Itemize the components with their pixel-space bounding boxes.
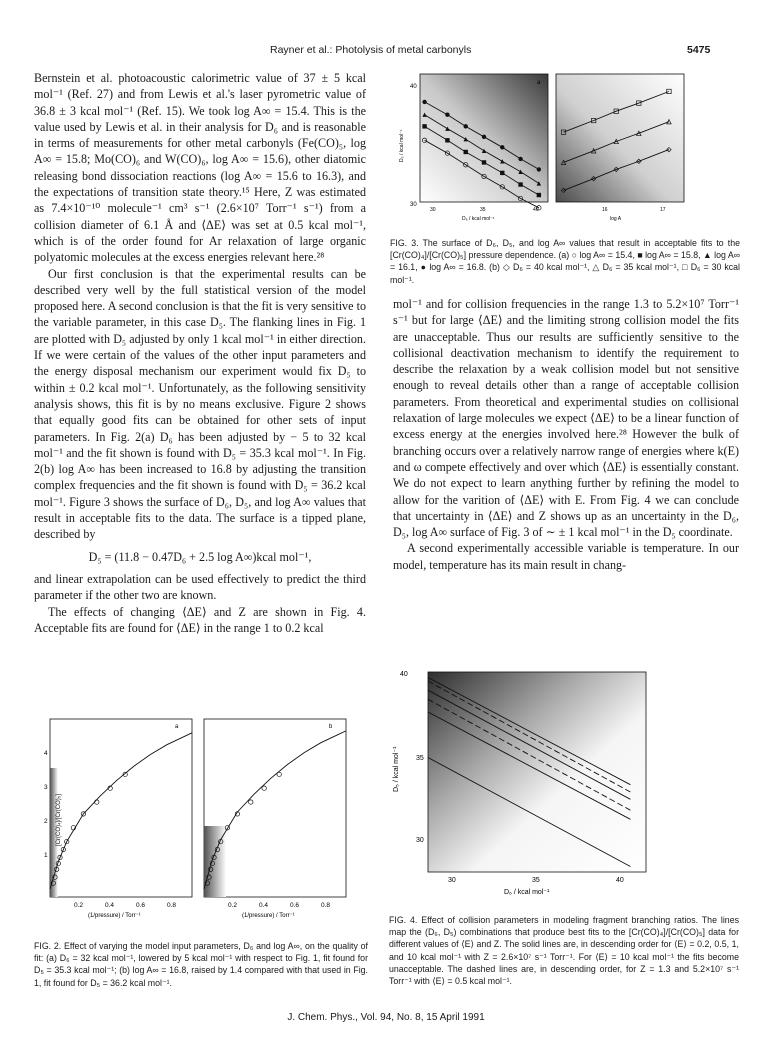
fig4-xtick-35: 35 [532,877,540,884]
fig2a-xtick-0.6: 0.6 [136,902,146,909]
fig3-ytick-40: 40 [410,84,417,90]
fig3-xtick-40: 40 [533,207,539,213]
fig3a-point-2-0 [422,124,426,128]
equation: D₅ = (11.8 − 0.47D₆ + 2.5 log A∞)kcal mol⁻¹, [88,549,312,564]
fig3a-point-2-1 [445,138,449,142]
fig3-xtick-35: 35 [480,207,486,213]
fig4-ylabel: D₅ / kcal mol⁻¹ [393,746,400,792]
fig2a-xtick-0.4: 0.4 [105,902,115,909]
fig2-panel-a-label: a [175,724,179,730]
fig2-ytick-2: 2 [44,818,48,825]
left-paragraph-2: Our first conclusion is that the experimental results can be described very well by the full statistical version of the model proposed here. A second conclusion is that the fit is very sensitive to the variable parameter, in this case D₅. The flanking lines in Fig. 1 are plotted with D₅ adjusted by only 1 kcal mol⁻¹ in either direction. If we were certain of the values of the other input parameters and the energy disposal mechanism our experiment would fix D₅ to within ± 0.2 kcal mol⁻¹. Unfortunately, as the following sensitivity analysis shows, this fit is by no means exclusive. Figure 2 shows that equally good fits can be obtained for other sets of input parameters. In Fig. 2(a) D₆ has been adjusted by − 5 to 32 kcal mol⁻¹ and the fit shown is found with D₅ = 35.3 kcal mol⁻¹. In Fig. 2(b) log A∞ has been increased to 16.8 by adjusting the transition complex frequencies and the fit shown is found with D₅ = 36.2 kcal mol⁻¹. Figure 3 shows the surface of D₆, D₅, and log A∞ values that result in acceptable fits to the data. The surface is a tipped plane, described by [34,266,366,542]
fig2-ytick-3: 3 [44,784,48,791]
fig3a-point-2-6 [537,193,541,197]
right-paragraph-1: mol⁻¹ and for collision frequencies in the range 1.3 to 5.2×10⁷ Torr⁻¹ s⁻¹ but for large ⟨ΔE⟩ and the limiting strong collision model the fits are unacceptable. Thus our results are sufficiently sensitive to the collisional deactivation mechanism to identify the requirement to describe the relaxation by a weak collision model but not sensitive enough to reveal details other than a range of acceptable collision parameters. From theoretical and experimental studies on collisional relaxation of large molecules we expect ⟨ΔE⟩ to be a linear function of excess energy at the energies involved here.²⁸ However the bulk of branching occurs over a relatively narrow range of energies where k(E) and ω compete effectively and over which ⟨ΔE⟩ is essentially constant. We do not expect to learn anything further by refining the model to allow for the varition of ⟨ΔE⟩ with E. From Fig. 4 we can conclude that uncertainty in ⟨ΔE⟩ and Z shows up as an uncertainty in the D₆, D₅, log A∞ surface of Fig. 3 of ∼ ± 1 kcal mol⁻¹ in the D₅ coordinate. [393,297,739,540]
fig3a-point-0-6 [537,167,541,171]
fig3a-point-0-3 [482,135,486,139]
left-paragraph-1: Bernstein et al. photoacoustic calorimetric value of 37 ± 5 kcal mol⁻¹ (Ref. 27) and from Lewis et al.'s laser pyrometric value of 36.8 ± 3 kcal mol⁻¹ (Ref. 15). We took log A∞ = 15.4. This is the value used by Lewis et al. in their analysis for D₆ and is reasonable in terms of measurements for other metal carbonyls (Fe(CO)₅, log A∞ = 15.8; Mo(CO)₆ and W(CO)₆, log A∞ = 15.6), other diatomic releasing bond dissociation reactions (log A∞ = 15.6 to 16.3), and the expectations of transition state theory.¹⁵ Here, Z was estimated as 7.4×10⁻¹⁰ molecule⁻¹ cm³ s⁻¹ (2.6×10⁷ Torr⁻¹ s⁻¹) from a collision diameter of 6.1 Å and ⟨ΔE⟩ was set at 0.5 kcal mol⁻¹, which is of the order found for Ar relaxation of large organic polyatomic molecules at the excess energies relevant here.²⁸ [34,71,366,265]
fig2a-xlabel: (1/pressure) / Torr⁻¹ [88,913,141,919]
fig2a-xtick-0.2: 0.2 [74,902,84,909]
fig2b-xlabel: (1/pressure) / Torr⁻¹ [242,913,295,919]
fig2b-xtick-0.6: 0.6 [290,902,300,909]
fig2-ylabel: [Cr(CO)₄]/[Cr(CO)₅] [56,794,62,846]
right-column [393,296,739,573]
fig4-ytick-40: 40 [400,671,408,678]
fig3-xtick-30: 30 [430,207,436,213]
fig3a-point-0-0 [422,100,426,104]
fig3a-point-0-5 [518,157,522,161]
figure-4 [386,662,658,902]
right-paragraph-2: A second experimentally accessible variable is temperature. In our model, temperature has its main result in chang- [393,541,739,572]
fig4-ytick-35: 35 [416,755,424,762]
fig2a-frame [50,719,192,897]
fig4-frame [428,672,646,872]
fig4-xtick-30: 30 [448,877,456,884]
left-paragraph-3: and linear extrapolation can be used effectively to predict the third parameter if the other two are known. [34,571,366,603]
figure-3 [390,72,690,224]
fig2b-xtick-0.4: 0.4 [259,902,269,909]
fig4-caption: FIG. 4. Effect of collision parameters in modeling fragment branching ratios. The lines map the (D₆, D₅) combinations that produce best fits to the [Cr(CO)₄]/[Cr(CO)₅] data for different values of ⟨E⟩ and Z. The solid lines are, in descending order for ⟨E⟩ = 0.2, 0.5, 1, and 10 kcal mol⁻¹ with Z = 2.6×10⁷ s⁻¹ Torr⁻¹. For ⟨E⟩ = 10 kcal mol⁻¹ the fits become unacceptable. The dashed lines are, in descending order, for Z = 1.3 and 5.2×10⁷ s⁻¹ Torr⁻¹ with ⟨E⟩ = 0.5 kcal mol⁻¹. [389,915,739,987]
fig2b-xtick-0.2: 0.2 [228,902,238,909]
fig3-ylabel: D₅ / kcal mol⁻¹ [399,129,405,162]
fig4-xlabel: D₆ / kcal mol⁻¹ [504,889,550,896]
fig3-caption: FIG. 3. The surface of D₆, D₅, and log A∞ values that result in acceptable fits to the [Cr(CO)₄]/[Cr(CO)₅] pressure dependence. (a) ○ log A∞ = 15.4, ■ log A∞ = 15.8, ▲ log A∞ = 16.1, ● log A∞ = 16.8. (b) ◇ D₆ = 40 kcal mol⁻¹, △ D₆ = 35 kcal mol⁻¹, □ D₆ = 30 kcal mol⁻¹. [390,238,740,285]
left-paragraph-4: The effects of changing ⟨ΔE⟩ and Z are shown in Fig. 4. Acceptable fits are found for ⟨ΔE⟩ in the range 1 to 0.2 kcal [34,604,366,635]
fig2a-xtick-0.8: 0.8 [167,902,177,909]
fig3-panel-a-label: a [537,80,541,86]
fig2-caption: FIG. 2. Effect of varying the model input parameters, D₆ and log A∞, on the quality of fit: (a) D₆ = 32 kcal mol⁻¹, lowered by 5 kcal mol⁻¹ with respect to Fig. 1, fit found for D₅ = 35.3 kcal mol⁻¹; (b) log A∞ = 16.8, raised by 1.4 compared with that used in Fig. 1, fit found for D₅ = 36.2 kcal mol⁻¹. [34,941,368,988]
fig3a-point-0-2 [464,124,468,128]
fig2-ytick-4: 4 [44,750,48,757]
fig3a-point-0-1 [445,113,449,117]
fig4-xtick-40: 40 [616,877,624,884]
fig2b-xtick-0.8: 0.8 [321,902,331,909]
fig3a-point-0-4 [500,145,504,149]
figure-2 [34,716,370,924]
fig3-xtick-17: 17 [660,207,666,213]
fig3a-point-2-3 [482,160,486,164]
left-column [34,70,366,636]
running-header: Rayner et al.: Photolysis of metal carbonyls [270,44,472,56]
fig3-ytick-30: 30 [410,202,417,208]
fig3a-point-2-2 [464,150,468,154]
fig3-xlabel-a: D₆ / kcal mol⁻¹ [462,216,495,222]
fig3-xtick-16: 16 [602,207,608,213]
fig3a-point-2-4 [500,171,504,175]
fig2-ytick-1: 1 [44,852,48,859]
fig3-xlabel-b: log A [610,216,622,222]
page-number: 5475 [687,44,711,56]
fig3a-point-2-5 [518,182,522,186]
fig4-ytick-30: 30 [416,837,424,844]
fig2-panel-b-label: b [329,724,333,730]
footer-citation: J. Chem. Phys., Vol. 94, No. 8, 15 April 1991 [287,1012,485,1023]
